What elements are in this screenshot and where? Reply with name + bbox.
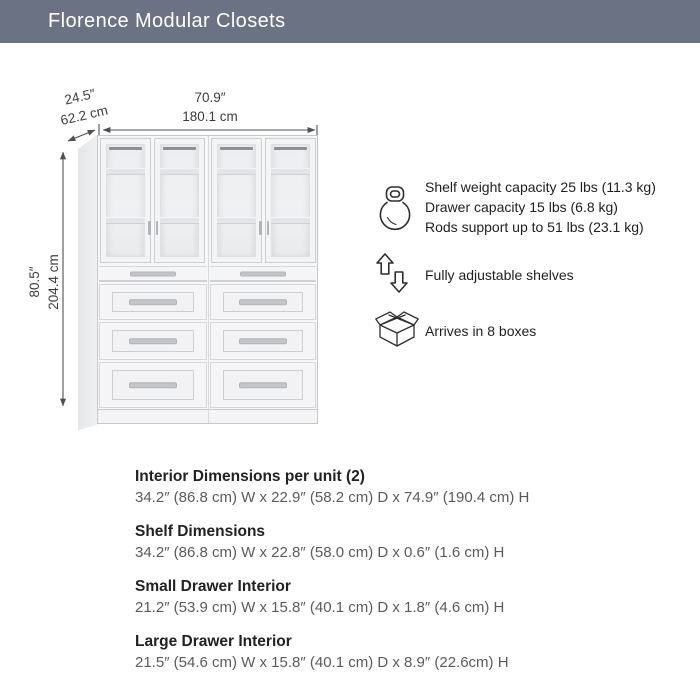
width-dimension-label bbox=[140, 88, 280, 126]
spec-title: Small Drawer Interior bbox=[135, 578, 291, 595]
hanging-rod bbox=[163, 147, 196, 150]
shelf bbox=[106, 168, 145, 175]
adjustable-shelves-text: Fully adjustable shelves bbox=[425, 267, 574, 283]
large-drawer bbox=[210, 322, 316, 360]
spec-value: 34.2″ (86.8 cm) W x 22.8″ (58.0 cm) D x 0.6″ (1.6 cm) H bbox=[135, 544, 505, 561]
small-drawer bbox=[99, 266, 207, 282]
spec-shelf-dimensions bbox=[135, 521, 595, 563]
glass-door bbox=[265, 138, 316, 263]
small-drawer bbox=[210, 266, 316, 282]
shelf bbox=[217, 168, 256, 175]
drawer-handle bbox=[129, 338, 177, 344]
open-box-icon bbox=[375, 307, 420, 349]
drawer-handle bbox=[239, 338, 287, 344]
shelf bbox=[271, 168, 310, 175]
large-drawer bbox=[210, 284, 316, 320]
closet-diagram bbox=[78, 128, 318, 430]
cabinet-front bbox=[97, 135, 318, 424]
closet-unit-right bbox=[209, 136, 317, 423]
large-drawer bbox=[210, 362, 316, 408]
arrives-in-boxes-text: Arrives in 8 boxes bbox=[425, 323, 537, 339]
spec-value: 34.2″ (86.8 cm) W x 22.9″ (58.2 cm) D x 74.9″ (190.4 cm) H bbox=[135, 489, 530, 506]
drawer-handle bbox=[240, 271, 286, 276]
page-title: Florence Modular Closets bbox=[48, 10, 286, 32]
drawer-handle bbox=[239, 299, 287, 305]
glass-door bbox=[211, 138, 262, 263]
door-handle bbox=[148, 221, 151, 235]
cabinet-base bbox=[98, 409, 208, 423]
height-cm: 204.4 cm bbox=[46, 254, 61, 310]
door-handle bbox=[259, 221, 262, 235]
door-handle bbox=[267, 221, 270, 235]
glass-door bbox=[154, 138, 205, 263]
large-drawer bbox=[99, 284, 207, 320]
shelf bbox=[217, 217, 256, 224]
drawer-handle bbox=[239, 382, 287, 388]
drawer-handle bbox=[130, 271, 176, 276]
spec-value: 21.5″ (54.6 cm) W x 15.8″ (40.1 cm) D x 8.9″ (22.6cm) H bbox=[135, 654, 509, 671]
spec-title: Interior Dimensions per unit (2) bbox=[135, 468, 365, 485]
shelf bbox=[160, 168, 199, 175]
spec-small-drawer bbox=[135, 576, 595, 618]
height-inches: 80.5″ bbox=[27, 266, 42, 298]
spec-list bbox=[135, 466, 595, 686]
shelf bbox=[106, 217, 145, 224]
drawer-handle bbox=[129, 382, 177, 388]
header-bar bbox=[0, 0, 700, 43]
width-inches: 70.9″ bbox=[194, 90, 226, 105]
spec-large-drawer bbox=[135, 631, 595, 673]
drawer-handle bbox=[129, 299, 177, 305]
large-drawer bbox=[99, 362, 207, 408]
hanging-rod bbox=[274, 147, 307, 150]
hanging-rod bbox=[109, 147, 142, 150]
height-dimension-label bbox=[25, 222, 63, 342]
spec-interior-dimensions bbox=[135, 466, 595, 508]
spec-title: Shelf Dimensions bbox=[135, 523, 266, 540]
width-cm: 180.1 cm bbox=[182, 109, 238, 124]
adjustable-shelves-icon bbox=[374, 251, 410, 295]
closet-unit-left bbox=[98, 136, 209, 423]
spec-value: 21.2″ (53.9 cm) W x 15.8″ (40.1 cm) D x 1.8″ (4.6 cm) H bbox=[135, 599, 505, 616]
cabinet-base bbox=[209, 409, 317, 423]
large-drawer bbox=[99, 322, 207, 360]
glass-door bbox=[100, 138, 151, 263]
depth-inches: 24.5″ bbox=[63, 85, 97, 108]
shelf bbox=[271, 217, 310, 224]
weight-capacity-text: Shelf weight capacity 25 lbs (11.3 kg) Drawer capacity 15 lbs (6.8 kg) Rods support up to 51 lbs (23.1 kg) bbox=[425, 179, 656, 235]
hanging-rod bbox=[220, 147, 253, 150]
spec-title: Large Drawer Interior bbox=[135, 633, 292, 650]
shelf bbox=[160, 217, 199, 224]
door-handle bbox=[156, 221, 159, 235]
kettlebell-icon bbox=[378, 185, 412, 233]
depth-cm: 62.2 cm bbox=[59, 102, 110, 128]
depth-dimension-label bbox=[42, 79, 123, 133]
cabinet-side-panel bbox=[78, 128, 97, 430]
